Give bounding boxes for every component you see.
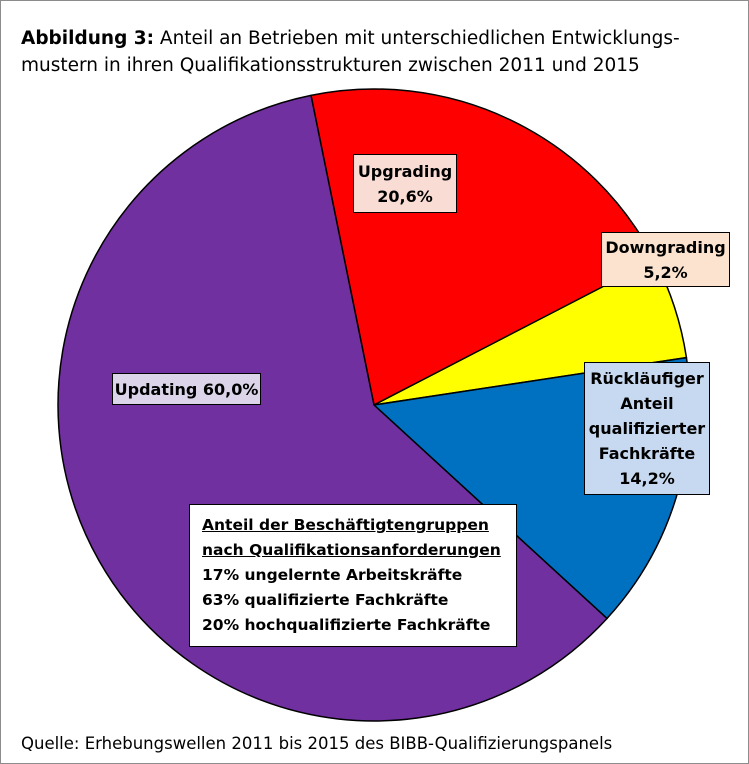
ruecklaeufig-label-value: 14,2% bbox=[619, 469, 675, 488]
qualification-info-box bbox=[189, 504, 517, 647]
info-box-heading-1: Anteil der Beschäftigtengruppen bbox=[202, 516, 489, 534]
info-box-heading-2: nach Qualifikationsanforderungen bbox=[202, 541, 501, 559]
downgrading-label-name: Downgrading bbox=[605, 237, 726, 257]
figure-number: Abbildung 3: bbox=[21, 28, 155, 49]
source-note: Quelle: Erhebungswellen 2011 bis 2015 des BIBB-Qualifizierungspanels bbox=[21, 734, 613, 753]
info-box-row: 63% qualifizierte Fachkräfte bbox=[202, 591, 449, 609]
upgrading-label-name: Upgrading bbox=[357, 161, 453, 181]
downgrading-label-value: 5,2% bbox=[643, 262, 688, 282]
info-box-row: 17% ungelernte Arbeitskräfte bbox=[202, 566, 463, 584]
updating-label-text: Updating 60,0% bbox=[114, 379, 259, 399]
title-line-2: mustern in ihren Qualifikationsstrukturen zwischen 2011 und 2015 bbox=[21, 55, 640, 76]
upgrading-label bbox=[353, 154, 457, 213]
ruecklaeufig-label bbox=[584, 362, 710, 495]
ruecklaeufig-label-line-2: Anteil bbox=[620, 394, 674, 413]
downgrading-label bbox=[601, 232, 730, 287]
upgrading-label-value: 20,6% bbox=[377, 186, 433, 206]
title-line-1: Anteil an Betrieben mit unterschiedlichen Entwicklungs- bbox=[159, 28, 680, 49]
info-box-row: 20% hochqualifizierte Fachkräfte bbox=[202, 616, 491, 634]
ruecklaeufig-label-line-1: Rückläufiger bbox=[590, 369, 704, 388]
ruecklaeufig-label-line-4: Fachkräfte bbox=[598, 444, 696, 463]
ruecklaeufig-label-line-3: qualifizierter bbox=[588, 419, 706, 438]
updating-label bbox=[112, 373, 261, 405]
